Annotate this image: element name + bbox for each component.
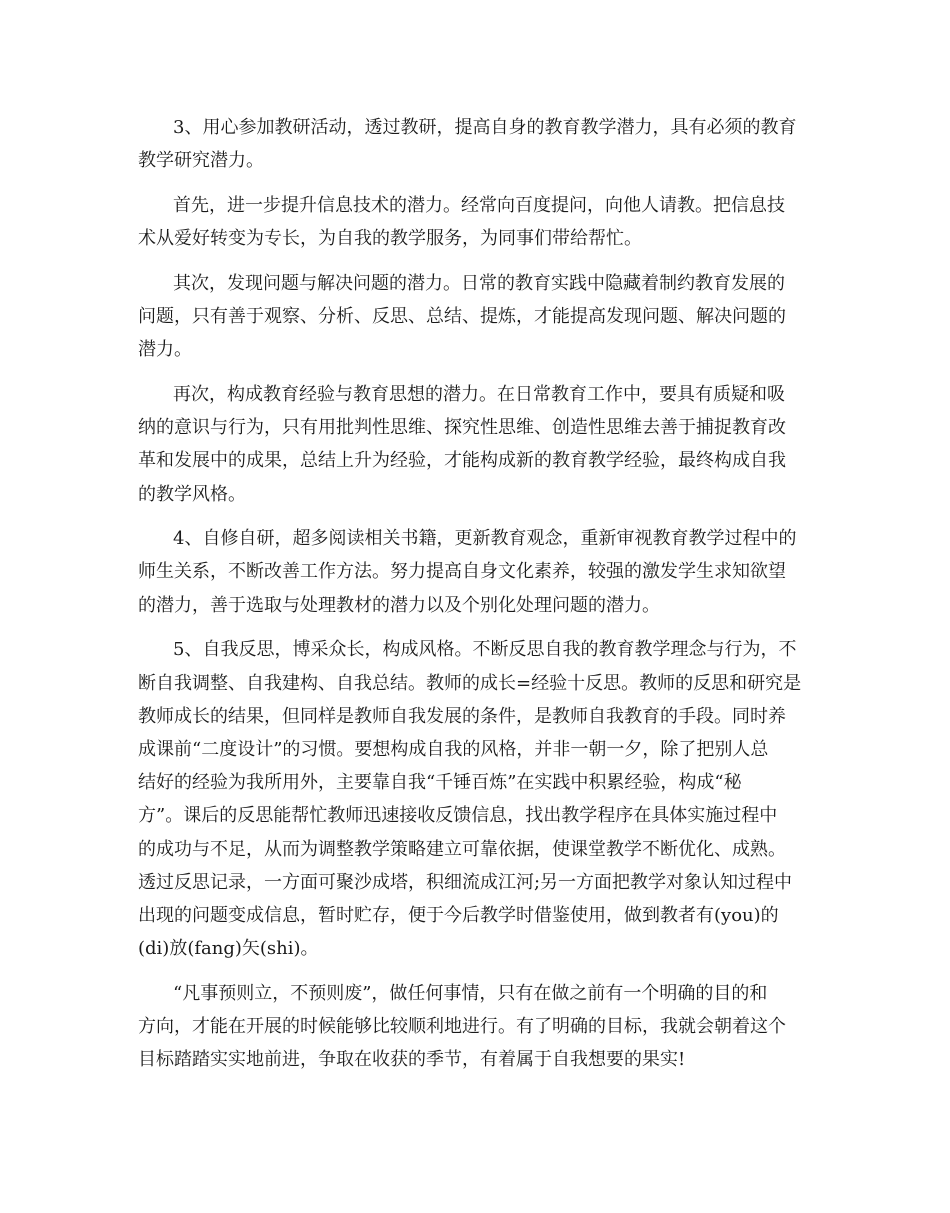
text-line: 方”。课后的反思能帮忙教师迅速接收反馈信息，找出教学程序在具体实施过程中 (138, 805, 778, 827)
text-line: 3、用心参加教研活动，透过教研，提高自身的教育教学潜力，具有必须的教育 (173, 117, 797, 138)
text-line: 成课前“二度设计”的习惯。要想构成自我的风格，并非一朝一夕，除了把别人总 (138, 738, 769, 760)
paragraph-5 (138, 522, 810, 622)
paragraph-6 (138, 633, 810, 965)
text-line: 再次，构成教育经验与教育思想的潜力。在日常教育工作中，要具有质疑和吸 (173, 383, 785, 405)
document-body (138, 111, 810, 1076)
text-line: 出现的问题变成信息，暂时贮存，便于今后教学时借鉴使用，做到教者有(you)的 (138, 904, 779, 926)
text-line: 教学研究潜力。 (138, 150, 264, 172)
text-line: 目标踏踏实实地前进，争取在收获的季节，有着属于自我想要的果实! (138, 1049, 686, 1071)
text-line: 5、自我反思，博采众长，构成风格。不断反思自我的教育教学理念与行为，不 (173, 639, 797, 661)
paragraph-3 (138, 267, 810, 367)
text-line: 其次，发现问题与解决问题的潜力。日常的教育实践中隐藏着制约教育发展的 (173, 272, 785, 294)
text-line: 的成功与不足，从而为调整教学策略建立可靠依据，使课堂教学不断优化、成熟。 (138, 838, 786, 860)
paragraph-4 (138, 378, 810, 511)
text-line: 潜力。 (138, 339, 192, 361)
text-line: “凡事预则立，不预则废”，做任何事情，只有在做之前有一个明确的目的和 (173, 982, 768, 1004)
text-line: 教师成长的结果，但同样是教师自我发展的条件，是教师自我教育的手段。同时养 (138, 705, 786, 727)
text-line: 结好的经验为我所用外，主要靠自我“千锤百炼”在实践中积累经验，构成“秘 (138, 772, 742, 794)
paragraph-1 (138, 111, 810, 177)
text-line: 师生关系，不断改善工作方法。努力提高自身文化素养，较强的激发学生求知欲望 (138, 561, 786, 583)
text-line: 革和发展中的成果，总结上升为经验，才能构成新的教育教学经验，最终构成自我 (138, 450, 786, 472)
text-line: 4、自修自研，超多阅读相关书籍，更新教育观念，重新审视教育教学过程中的 (173, 528, 797, 550)
text-line: 透过反思记录，一方面可聚沙成塔，积细流成江河;另一方面把教学对象认知过程中 (138, 871, 793, 893)
text-line: 断自我调整、自我建构、自我总结。教师的成长=经验十反思。教师的反思和研究是 (138, 672, 802, 694)
paragraph-2 (138, 189, 810, 255)
text-line: 方向，才能在开展的时候能够比较顺利地进行。有了明确的目标，我就会朝着这个 (138, 1016, 786, 1038)
text-line: 的教学风格。 (138, 483, 246, 505)
text-line: 问题，只有善于观察、分析、反思、总结、提炼，才能提高发现问题、解决问题的 (138, 306, 786, 328)
text-line: 的潜力，善于选取与处理教材的潜力以及个别化处理问题的潜力。 (138, 594, 660, 616)
paragraph-7 (138, 977, 810, 1077)
text-line: 纳的意识与行为，只有用批判性思维、探究性思维、创造性思维去善于捕捉教育改 (138, 417, 786, 439)
text-line: 术从爱好转变为专长，为自我的教学服务，为同事们带给帮忙。 (138, 228, 642, 250)
text-line: (di)放(fang)矢(shi)。 (138, 938, 319, 960)
text-line: 首先，进一步提升信息技术的潜力。经常向百度提问，向他人请教。把信息技 (173, 194, 785, 216)
